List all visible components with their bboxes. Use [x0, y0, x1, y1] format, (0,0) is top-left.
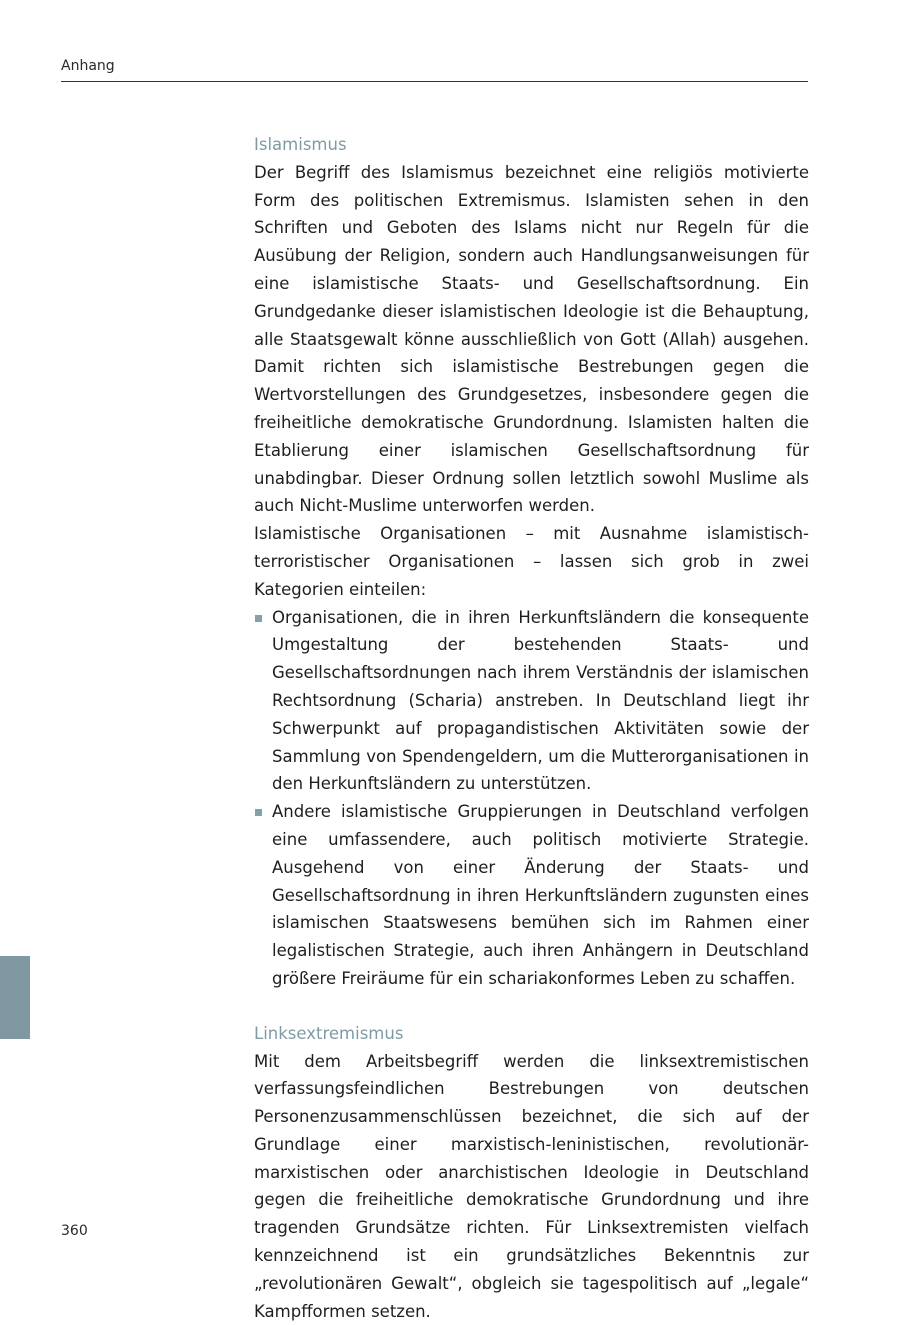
- running-header: Anhang: [61, 58, 115, 74]
- chapter-side-tab: [0, 956, 30, 1039]
- list-item: [254, 604, 809, 799]
- paragraph: Mit dem Arbeitsbegriff werden die linksextremistischen verfassungsfeindlichen Bestrebungen von deutschen Personenzusammenschlüssen bezeichnet, die sich auf der Grundlage einer marxistisch-leninistischen, revolutionär-marxistischen oder anarchistischen Ideologie in Deutschland gegen die freiheitliche demokratische Grundordnung und ihre tragenden Grundsätze richten. Für Linksextremisten vielfach kennzeichnend ist ein grundsätzliches Bekenntnis zur „revolutionären Gewalt“, obgleich sie tagespolitisch auf „legale“ Kampfformen setzen.: [254, 1048, 809, 1325]
- list-item-text: Andere islamistische Gruppierungen in Deutschland verfolgen eine umfassendere, auch politisch motivierte Strategie. Ausgehend von einer Änderung der Staats- und Gesellschaftsordnung in ihren Herkunftsländern zugunsten eines islamischen Staatswesens bemühen sich im Rahmen einer legalistischen Strategie, auch ihren Anhängern in Deutschland größere Freiräume für ein schariakonformes Leben zu schaffen.: [272, 802, 809, 988]
- square-bullet-icon: [255, 809, 262, 816]
- list-item-text: Organisationen, die in ihren Herkunftsländern die konsequente Umgestaltung der bestehenden Staats- und Gesellschaftsordnungen nach ihrem Verständnis der islamischen Rechtsordnung (Scharia) anstreben. In Deutschland liegt ihr Schwerpunkt auf propagandistischen Aktivitäten sowie der Sammlung von Spendengeldern, um die Mutterorganisationen in den Herkunftsländern zu unterstützen.: [272, 608, 809, 794]
- bullet-list: [254, 604, 809, 993]
- section-title-linksextremismus: Linksextremismus: [254, 1020, 809, 1048]
- header-rule: [61, 81, 808, 82]
- square-bullet-icon: [255, 615, 262, 622]
- section-title-islamismus: Islamismus: [254, 131, 809, 159]
- page-number: 360: [61, 1223, 88, 1239]
- list-item: [254, 798, 809, 993]
- paragraph: Der Begriff des Islamismus bezeichnet eine religiös motivierte Form des politischen Extremismus. Islamisten sehen in den Schriften und Geboten des Islams nicht nur Regeln für die Ausübung der Religion, sondern auch Handlungsanweisungen für eine islamistische Staats- und Gesellschaftsordnung. Ein Grundgedanke dieser islamistischen Ideologie ist die Behauptung, alle Staatsgewalt könne ausschließlich von Gott (Allah) ausgehen. Damit richten sich islamistische Bestrebungen gegen die Wertvorstellungen des Grundgesetzes, insbesondere gegen die freiheitliche demokratische Grundordnung. Islamisten halten die Etablierung einer islamischen Gesellschaftsordnung für unabdingbar. Dieser Ordnung sollen letztlich sowohl Muslime als auch Nicht-Muslime unterworfen werden.: [254, 159, 809, 520]
- paragraph: Islamistische Organisationen – mit Ausnahme islamistisch-terroristischer Organisationen – lassen sich grob in zwei Kategorien einteilen:: [254, 520, 809, 603]
- section-spacer: [254, 993, 809, 1020]
- page-content: [254, 131, 809, 1325]
